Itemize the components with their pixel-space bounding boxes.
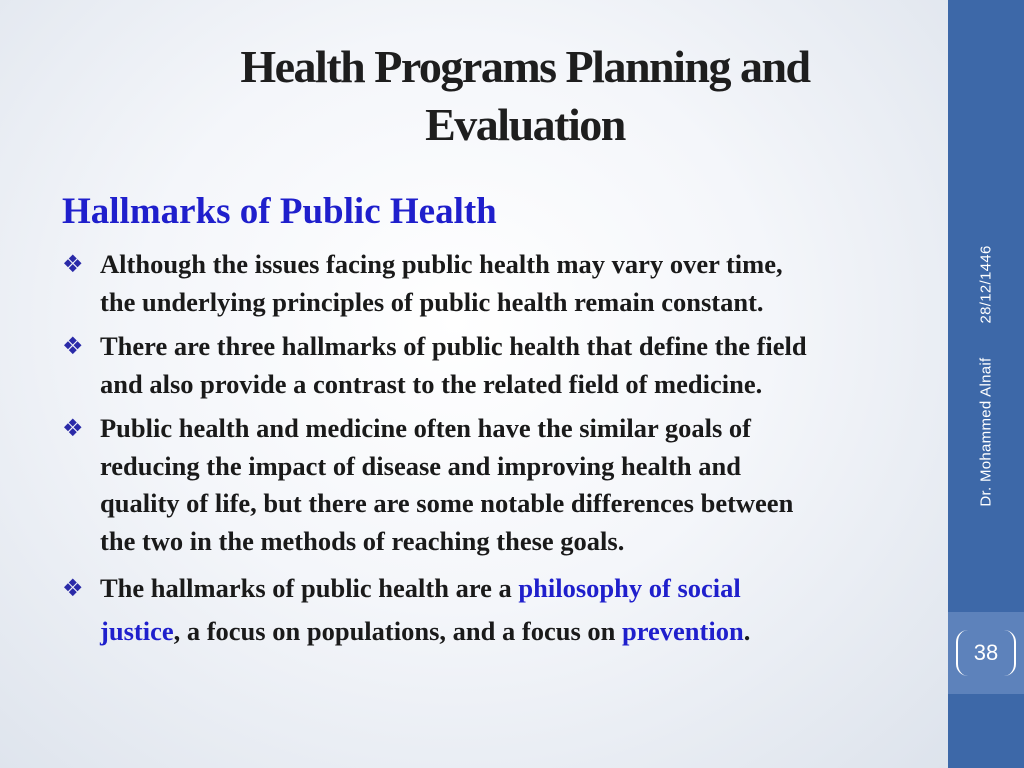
bullet-item bbox=[62, 246, 942, 321]
page-number: 38 bbox=[973, 640, 999, 665]
highlight-prevention: prevention bbox=[622, 616, 744, 646]
author-name: Dr. Mohammed Alnaif bbox=[977, 357, 995, 507]
bullet-item bbox=[62, 410, 942, 560]
bullet-period: . bbox=[743, 616, 751, 646]
bullet-text: The hallmarks of public health are a bbox=[100, 573, 519, 603]
sidebar-footer-text bbox=[978, 245, 995, 506]
bullet-line: and also provide a contrast to the related field of medicine. bbox=[100, 368, 763, 399]
bullet-line: Public health and medicine often have the similar goals of bbox=[100, 413, 751, 443]
bullet-line: quality of life, but there are some notable differences between bbox=[100, 488, 794, 518]
bullet-line: There are three hallmarks of public health that define the field bbox=[100, 331, 807, 361]
highlight-social-justice: philosophy of social bbox=[518, 573, 741, 603]
bullet-item bbox=[62, 567, 942, 653]
title-line-2: Evaluation bbox=[425, 99, 625, 150]
title-line-1: Health Programs Planning and bbox=[240, 41, 810, 92]
slide-title bbox=[120, 38, 930, 154]
diamond-bullet-icon: ❖ bbox=[62, 250, 84, 278]
section-heading: Hallmarks of Public Health bbox=[62, 191, 497, 232]
bullet-line bbox=[100, 610, 942, 653]
diamond-bullet-icon: ❖ bbox=[62, 332, 84, 360]
bullet-list bbox=[62, 246, 942, 660]
bullet-line: the underlying principles of public health remain constant. bbox=[100, 286, 764, 317]
bullet-line bbox=[100, 567, 942, 610]
bullet-line: Although the issues facing public health may vary over time, bbox=[100, 249, 783, 279]
diamond-bullet-icon: ❖ bbox=[62, 414, 84, 442]
slide-date: 28/12/1446 bbox=[977, 245, 995, 324]
diamond-bullet-icon: ❖ bbox=[62, 574, 84, 602]
highlight-justice: justice bbox=[100, 616, 174, 646]
bullet-text: , a focus on populations, and a focus on bbox=[173, 616, 623, 646]
bullet-line: the two in the methods of reaching these goals. bbox=[100, 525, 625, 556]
bullet-item bbox=[62, 328, 942, 403]
bullet-line: reducing the impact of disease and improving health and bbox=[100, 450, 741, 481]
